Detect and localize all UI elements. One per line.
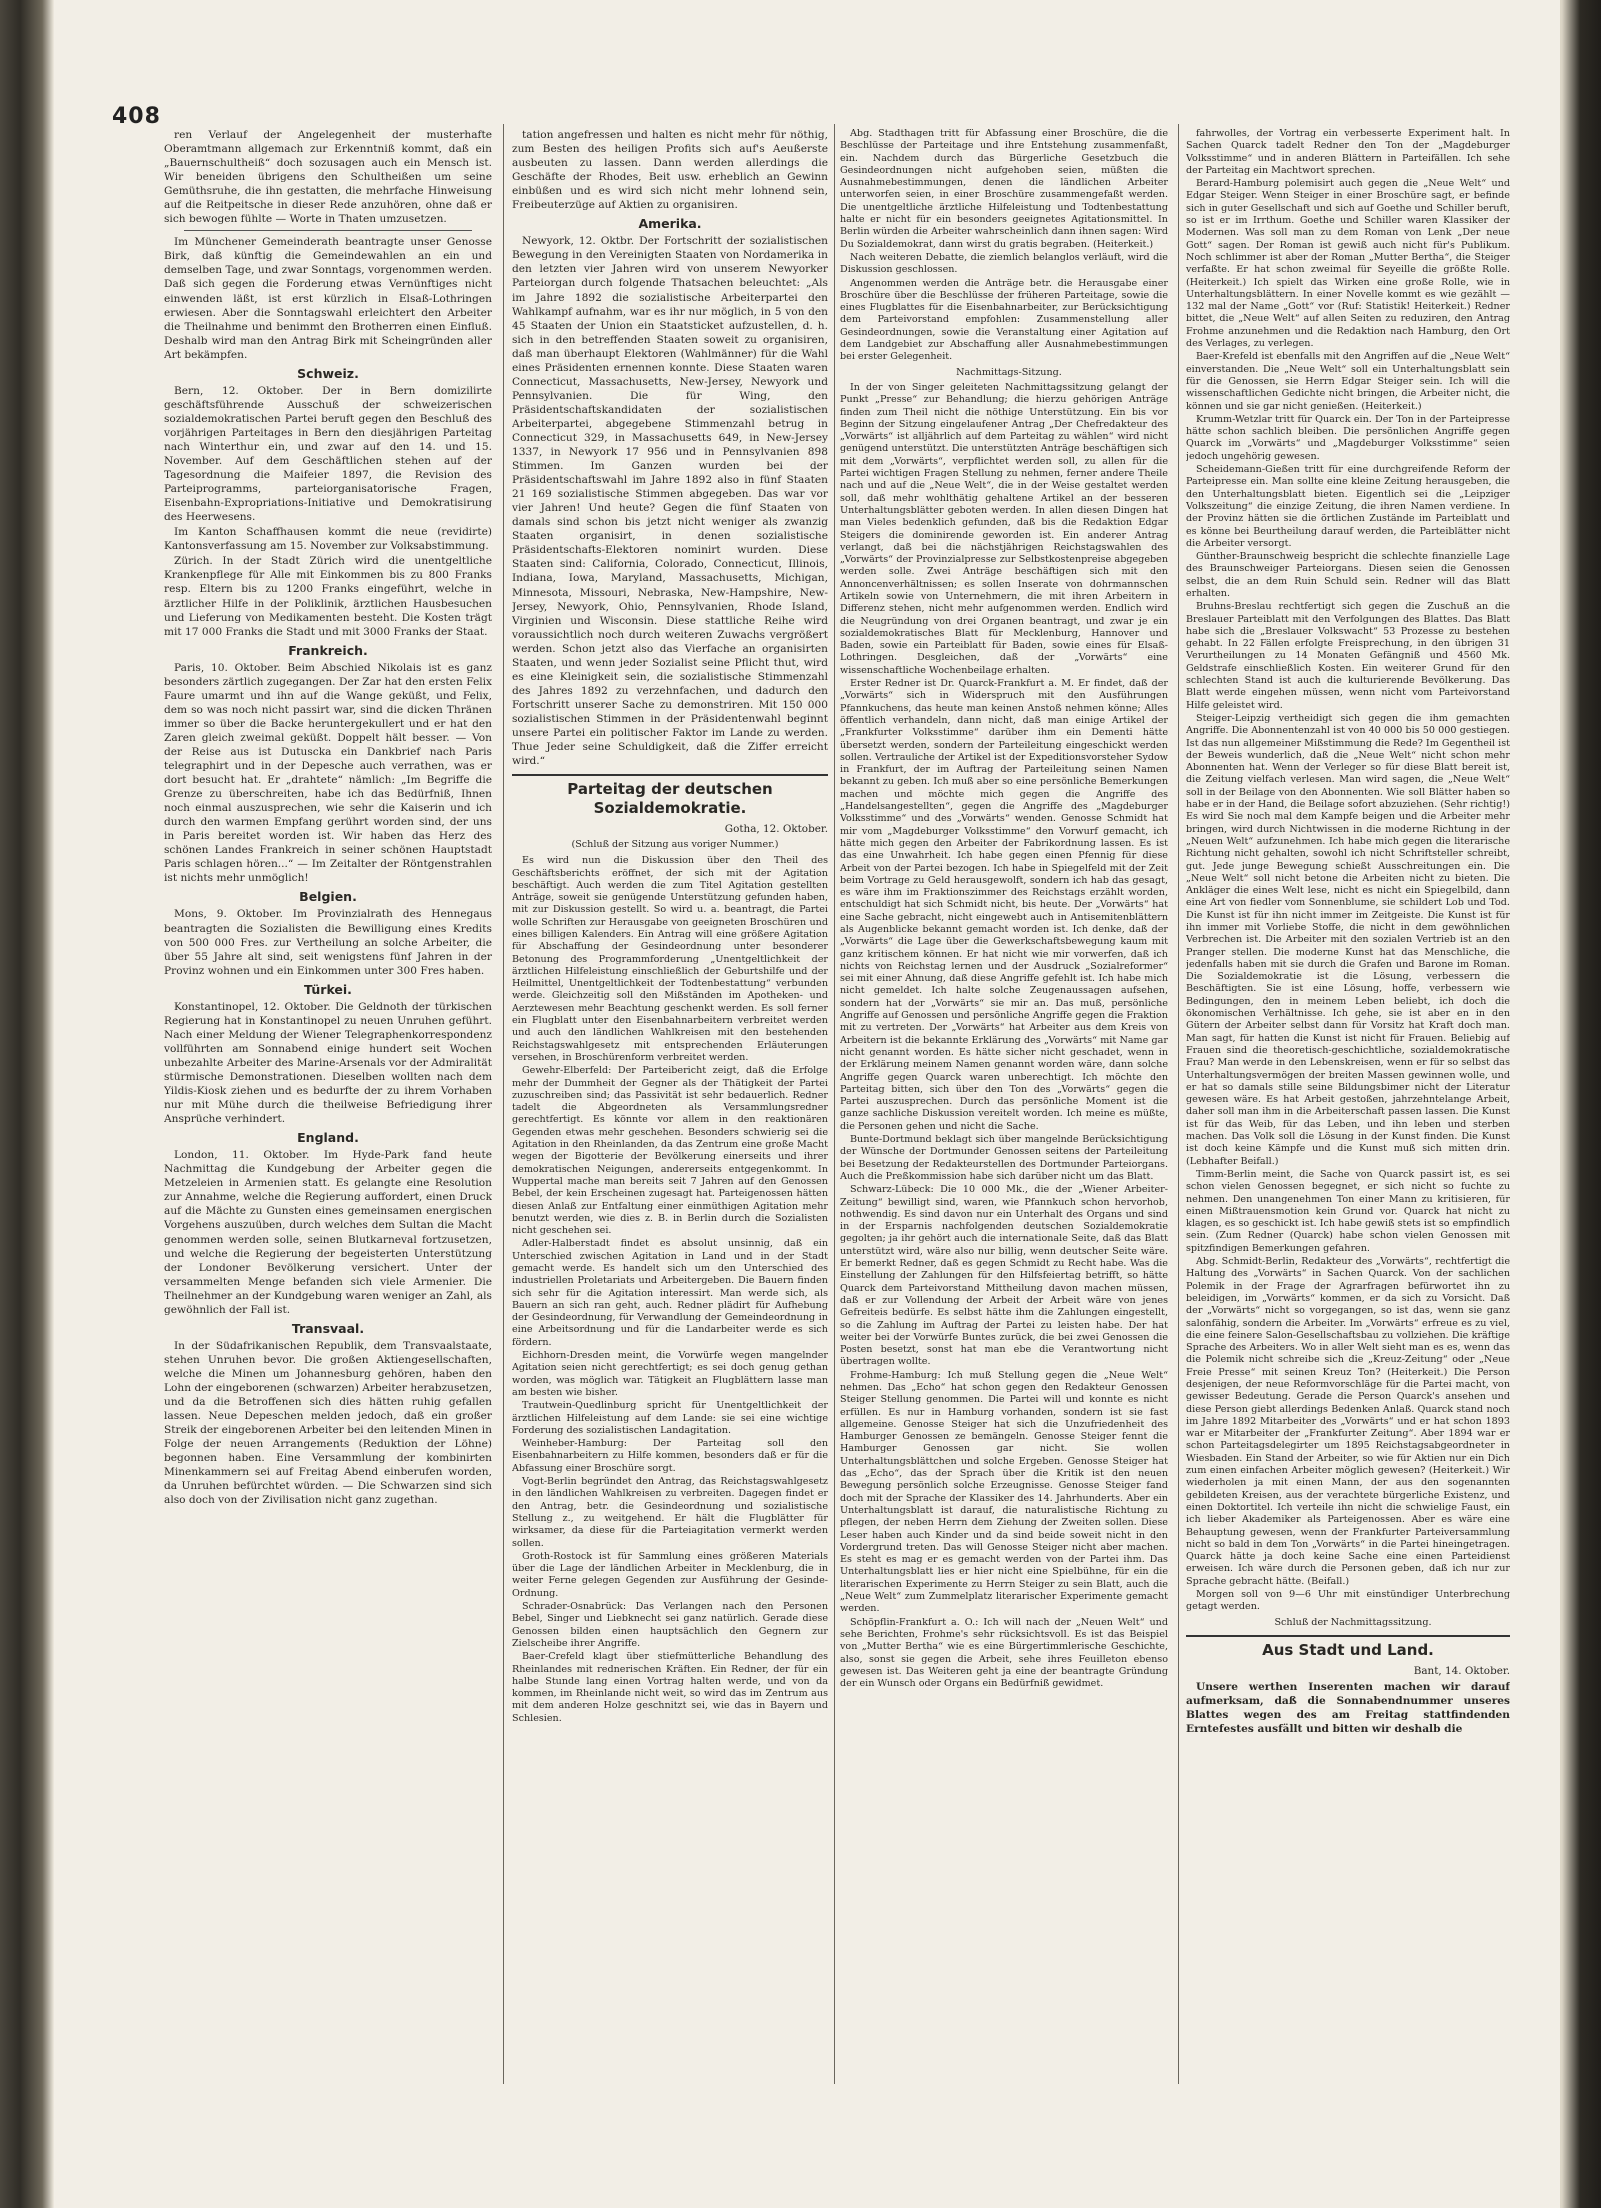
column-4 <box>1186 128 1510 2096</box>
article-paragraph: Abg. Stadthagen tritt für Abfassung einer Broschüre, die die Beschlüsse der Parteitage und ihre Entstehung zusammenfaßt, ein. Nachdem durch das Bürgerliche Gesetzbuch die Gesindeordnungen nicht aufgehoben seien, müßten die Ausnahmebestimmungen, denen die ländlichen Arbeiter unterworfen seien, in einer Broschüre zusammengefaßt werden. Die unentgeltliche ärztliche Hilfeleistung und Todtenbestattung halte er nicht für ein besonders geeignetes Agitationsmittel. In Berlin würden die Arbeiter wahrscheinlich dann ihnen sagen: Wird Du Sozialdemokrat, dann wirst du gratis begraben. (Heiterkeit.) <box>840 128 1168 250</box>
article-paragraph: Eichhorn-Dresden meint, die Vorwürfe wegen mangelnder Agitation seien nicht gerechtfertigt; es sei doch genug gethan worden, was möglich war. Tätigkeit an Flugblättern lasse man am besten wie bisher. <box>512 1350 828 1398</box>
article-paragraph: Im Münchener Gemeinderath beantragte unser Genosse Birk, daß künftig die Gemeindewahlen an ein und demselben Tage, und zwar Sonntags, vorgenommen werden. Daß sich gegen die Forderung etwas Vernünftiges nicht einwenden läßt, ist erst kürzlich in Elsaß-Lothringen erwiesen. Aber die Sonntagswahl erleichtert den Arbeiter die Theilnahme und benimmt den Brotherren einen Einfluß. Deshalb wird man den Antrag Birk mit Scheingründen aller Art bekämpfen. <box>164 236 492 361</box>
article-paragraph: Konstantinopel, 12. Oktober. Die Geldnoth der türkischen Regierung hat in Konstantinopel zu neuen Unruhen geführt. Nach einer Meldung der Wiener Telegraphenkorrespondenz vollführten am Sonnabend einige hundert seit Wochen unbezahlte Arbeiter des Marine-Arsenals vor der Admiralität stürmische Demonstrationen. Dieselben wollten nach dem Yildis-Kiosk ziehen und es bedurfte der zu ihrem Vorhaben nur mit Mühe durch die theilweise Befriedigung ihrer Ansprüche verhindert. <box>164 1000 492 1126</box>
article-paragraph: Trautwein-Quedlinburg spricht für Unentgeltlichkeit der ärztlichen Hilfeleistung auf dem Lande: sie sei eine wichtige Forderung des sozialistischen Landagitation. <box>512 1400 828 1436</box>
column-1 <box>164 128 492 2096</box>
section-headline: Aus Stadt und Land. <box>1186 1635 1510 1660</box>
article-paragraph: Baer-Crefeld klagt über stiefmütterliche Behandlung des Rheinlandes mit rednerischen Kräften. Ein Redner, der für ein halbe Stunde lang einen Vortrag halten werde, und von da kommen, im Rheinlande nicht weit, so wird das im Zentrum aus mit dem anderen Holze geschnitzt sei, wie das in Bayern und Schlesien. <box>512 1651 828 1724</box>
article-paragraph: Zürich. In der Stadt Zürich wird die unentgeltliche Krankenpflege für Alle mit Einkommen bis zu 800 Franks resp. Eltern bis zu 1200 Franks eingeführt, welche in ärztlicher Hilfe in der Poliklinik, ärztlichen Hausbesuchen und Lieferung von Medikamenten besteht. Die Kosten trägt mit 17 000 Franks die Stadt und mit 3000 Franks der Staat. <box>164 555 492 638</box>
article-paragraph: Schrader-Osnabrück: Das Verlangen nach den Personen Bebel, Singer und Liebknecht sei ganz natürlich. Gerade diese Genossen bilden einen hauptsächlich den Gegnern zur Zielscheibe ihrer Angriffe. <box>512 1601 828 1649</box>
divider <box>184 230 472 231</box>
article-paragraph: Erster Redner ist Dr. Quarck-Frankfurt a. M. Er findet, daß der „Vorwärts“ sich in Widerspruch mit den Ausführungen Pfannkuchens, das heute man keinen Anstoß nehmen könne; Alles öffentlich verhandeln, dann nicht, daß man einige Artikel der „Frankfurter Volksstimme“ darüber ihm ein Dementi hätte übersetzt werden, sondern der Parteileitung eingeschickt werden sollen. Vertrauliche der Artikel ist der Expeditionsvorsteher Sydow in Frankfurt, der im Auftrag der Parteileitung seinen Namen bekannt zu geben. Ich muß aber so eine persönliche Bemerkungen machen und möchte mich gegen die Angriffe des „Handelsangestellten“, gegen die Angriffe des „Magdeburger Volksstimme“ und des „Vorwärts“ wenden. Genosse Schmidt hat mir vom „Magdeburger Volksstimme“ den Vorwurf gemacht, ich hätte mich gegen den Arbeiter der Fabrikordnung lassen. Es ist das eine Unwahrheit. Ich habe gegen einen Pfennig für diese Arbeit von der Partei bezogen. Ich habe in Spiegelfeld mit der Zeit beim Vortrage zu Geld herausgewolft, sondern ich hab das gesagt, es wäre ihm im Fraktionszimmer des Reichstags erzählt worden, entschuldigt hat sich Schmidt nicht, bis heute. Der „Vorwärts“ hat eine Sache gebracht, nicht eingewebt auch in Antisemitenblättern als Augenblicke bekannt gemacht worden ist. Ich denke, daß der „Vorwärts“ die Lage über die Gewerkschaftsbewegung kaum mit ganz kritischem können. Er hat nicht wie mir vorwerfen, daß ich nichts von Reichstag lernen und der Ausdruck „Sozialreformer“ sei mit einer Ahnung, daß diese Angriffe gefehlt ist. Ich habe mich nicht gemeldet. Ich halte solche Zeugenaussagen aufsehen, sondern hat der „Vorwärts“ sie mir an. Das muß, persönliche Angriffe auf Genossen und persönliche Angriffe gegen die Fraktion mit zu vertreten. Der „Vorwärts“ hat Arbeiter aus dem Kreis von Arbeitern ist die bekannte Erklärung des „Vorwärts“ mit Name gar nicht genannt worden. Es hätte sicher nicht geschadet, wenn in der Erklärung meinem Namen genannt worden wäre, dann solche Angriffe gegen Quarck waren unberechtigt. Ich möchte den Parteitag bitten, sich über den Ton des „Vorwärts“ gegen die Partei auszusprechen. Durch das persönliche Moment ist die ganze sachliche Diskussion vereitelt worden. Ich meine es müßte, die Personen gehen und nicht die Sache. <box>840 678 1168 1132</box>
article-paragraph: London, 11. Oktober. Im Hyde-Park fand heute Nachmittag die Kundgebung der Arbeiter gegen die Metzeleien in Armenien statt. Es gelangte eine Resolution zur Annahme, welche die Regierung auffordert, einen Druck auf die Mächte zu Gunsten eines gemeinsamen energischen Vorgehens auszuüben, durch welches dem Sultan die Macht genommen werden solle, seinen Blutkarneval fortzusetzen, und welche die Regierung der begeisterten Unterstützung der Londoner Bevölkerung versichert. Unter der versammelten Menge befanden sich viele Armenier. Die Theilnehmer an der Kundgebung waren weniger an Zahl, als gewöhnlich der Fall ist. <box>164 1149 492 1316</box>
column-3 <box>840 128 1168 2096</box>
section-heading: Frankreich. <box>288 642 368 658</box>
column-2 <box>512 128 828 2096</box>
article-paragraph: Unsere werthen Inserenten machen wir darauf aufmerksam, daß die Sonnabendnummer unseres Blattes wegen des am Freitag stattfindenden Erntefestes ausfällt und bitten wir deshalb die <box>1186 1680 1510 1736</box>
article-paragraph: Angenommen werden die Anträge betr. die Herausgabe einer Broschüre über die Beschlüsse der früheren Parteitage, sowie die eines Flugblattes für die Eisenbahnarbeiter, zur Berücksichtigung dem Parteivorstand empfohlen: Zusammenstellung aller Gesindeordnungen, sowie die Veranstaltung einer Agitation auf dem Landgebiet zur Abschaffung aller Ausnahmebestimmungen bei erster Gelegenheit. <box>840 277 1168 363</box>
section-heading: Amerika. <box>638 216 702 232</box>
article-paragraph: Schöpflin-Frankfurt a. O.: Ich will nach der „Neuen Welt“ und sehe Berichten, Frohme's sehr rücksichtsvoll. Es ist das Beispiel von „Mutter Bertha“ wie es eine Bürgertimmlerische Geschichte, also, sonst sie gegen die Arbeit, sehe ihres Feuilleton ebenso gewesen ist. Das Weiteren geht ja eine der beantragte Gründung der ein Wunsch oder Organs ein Bedürfniß gewidmet. <box>840 1616 1168 1690</box>
article-paragraph: Frohme-Hamburg: Ich muß Stellung gegen die „Neue Welt“ nehmen. Das „Echo“ hat schon gegen den Redakteur Genossen Steiger Stellung genommen. Die Partei will und konnte es nicht erfüllen. Es nur in Hamburg vorhanden, sondern ist sie fast allgemeine. Genosse Steiger hat sich die Unzufriedenheit des Hamburger Genossen ze bemängeln. Genosse Steiger fennt die Hamburger Genossen gar nicht. Sie wollen Unterhaltungsblättchen und solche Ergeben. Genosse Steiger hat das „Echo“, das der Sprach über die Kritik ist den neuen Bewegung persönlich solche Erzeugnisse. Genosse Steiger fand doch mit der Sprache der Klassiker des 14. Jahrhunderts. Aber ein Unterhaltungsblatt ist darauf, die naturalistische Richtung zu pflegen, der neben Herrn dem Ziehung der Zweiten sollen. Diese Leser haben auch Kinder und da sind beide soweit nicht in den Vordergrund treten. Das will Genosse Steiger nicht aber machen. Es steht es mag er es gemacht werden von der Partei ihm. Das Unterhaltungsblatt lies er hier nicht eine Spielbühne, für ein die literarischen Experimente zu Herrn Steiger zu sein Blatt, auch die „Neue Welt“ zum Zummelplatz literarischer Experimente gemacht werden. <box>840 1369 1168 1615</box>
article-paragraph: Schwarz-Lübeck: Die 10 000 Mk., die der „Wiener Arbeiter-Zeitung“ bewilligt sind, waren, wie Pfannkuch schon hervorhob, nothwendig. Es sind davon nur ein Unterhalt des Organs und sind in der Ersparnis nachfolgenden deutschen Sozialdemokratie gegolten; ja ihr gehört auch die internationale Seite, daß das Blatt unterstützt wird, wäre also nur billig, wenn deutscher Seite wäre. Er bemerkt Redner, daß es gegen Schmidt zu Recht habe. Was die Einstellung der Zahlungen für den Hilfsfeiertag betrifft, so hätte Quarck dem Parteivorstand Mittheilung davon machen müssen, daß er zur Vollendung der Arbeit der Arbeit wäre von jenes Gefreiteis bedürfe. Es selbst hätte ihm die Zahlungen eingestellt, so die Zahlung im Auftrag der Partei zu leisten habe. Der hat weiter bei der Vorwürfe Buntes zurück, die bei zwei Genossen die Posten besetzt, sonst hat man ebe die Verantwortung nicht übertragen wollte. <box>840 1184 1168 1368</box>
article-paragraph: Mons, 9. Oktober. Im Provinzialrath des Hennegaus beantragten die Sozialisten die Bewilligung eines Kredits von 500 000 Fres. zur Vertheilung an solche Arbeiter, die über 55 Jahre alt sind, seit wenigstens fünf Jahren in der Provinz wohnen und ein Einkommen unter 300 Fres haben. <box>164 908 492 977</box>
column-rule <box>1178 124 1179 2084</box>
article-paragraph: Scheidemann-Gießen tritt für eine durchgreifende Reform der Parteipresse ein. Man sollte eine kleine Zeitung herausgeben, die den Unterhaltungsblatt bieten. Eigentlich sei die „Leipziger Volkszeitung“ die einzige Zeitung, die ihren Namen verdiene. In der Provinz hätten sie die örtlichen Zustände im Parteiblatt und es könne bei Beurtheilung darauf werden, die Parteiblätter nicht die Arbeiter versorgt. <box>1186 464 1510 549</box>
column-rule <box>503 124 504 2084</box>
article-paragraph: Newyork, 12. Oktbr. Der Fortschritt der sozialistischen Bewegung in den Vereinigten Staaten von Nordamerika in den letzten vier Jahren wird von unserem Newyorker Parteiorgan durch folgende Thatsachen beleuchtet: „Als im Jahre 1892 die sozialistische Arbeiterpartei den Wahlkampf aufnahm, war es ihr nur möglich, in 5 von den 45 Staaten der Union ein Staatsticket aufzustellen, d. h. sich in den betreffenden Staaten soweit zu organisiren, daß man überhaupt Elektoren (Wahlmänner) für die Wahl eines Präsidenten ernennen konnte. Diese Staaten waren Connecticut, Massachusetts, New-Jersey, Newyork und Pennsylvanien. Die für Wing, den Präsidentschaftskandidaten der sozialistischen Arbeiterpartei, abgegebene Stimmenzahl betrug in Connecticut 329, in Massachusetts 649, in New-Jersey 1337, in Newyork 17 956 und in Pennsylvanien 898 Stimmen. Im Ganzen wurden bei der Präsidentschaftswahl im Jahre 1892 also in fünf Staaten 21 169 sozialistische Stimmen abgegeben. Das war vor vier Jahren! Und heute? Gegen die fünf Staaten von damals sind schon bis jetzt nicht weniger als zwanzig Staaten organisirt, in denen sozialistische Präsidentschafts-Elektoren nominirt wurden. Diese Staaten sind: California, Colorado, Connecticut, Illinois, Indiana, Iowa, Maryland, Massachusetts, Michigan, Minnesota, Missouri, Nebraska, New-Hampshire, New-Jersey, Newyork, Ohio, Pennsylvanien, Rhode Island, Virginien und Wisconsin. Diese stattliche Reihe wird voraussichtlich noch durch weiteren Zuwachs vergrößert werden. Schon jetzt also das Vierfache an organisirten Staaten, und wenn jeder Sozialist seine Pflicht thut, wird es eine Kleinigkeit sein, die sozialistische Stimmenzahl des Jahres 1892 zu verzehnfachen, und dadurch den Fortschritt unserer Sache zu demonstriren. Mit 150 000 sozialistischen Stimmen in der Präsidentenwahl beginnt unsere Partei ein politischer Faktor im Lande zu werden. Thue Jeder seine Schuldigkeit, daß die Ziffer erreicht wird.“ <box>512 235 828 768</box>
article-paragraph: fahrwolles, der Vortrag ein verbesserte Experiment halt. In Sachen Quarck tadelt Redner den Ton der „Magdeburger Volksstimme“ und in anderen Blättern in Parteifällen. Ich sehe der Parteitag ein Machtwort sprechen. <box>1186 128 1510 176</box>
article-paragraph: Groth-Rostock ist für Sammlung eines größeren Materials über die Lage der ländlichen Arbeiter in Mecklenburg, die in weiter Ferne gelegen Gegenden zur Ausführung der Gesinde-Ordnung. <box>512 1550 828 1599</box>
article-headline: Parteitag der deutschen Sozialdemokratie. <box>512 774 828 818</box>
article-paragraph: Weinheber-Hamburg: Der Parteitag soll den Eisenbahnarbeitern zu Hilfe kommen, besonders daß er für die Abfassung einer Broschüre sorgt. <box>512 1438 828 1474</box>
article-paragraph: Bern, 12. Oktober. Der in Bern domizilirte geschäftsführende Ausschuß der schweizerischen sozialdemokratischen Partei beruft gegen den Beschluß des vorjährigen Parteitages in Bern den diesjährigen Parteitag nach Winterthur ein, und zwar auf den 14. und 15. November. Auf dem Geschäftlichen stehen auf der Tagesordnung die Maifeier 1897, die Revision des Parteiprogramms, parteiorganisatorische Fragen, Eisenbahn-Expropriations-Initiative und Demokratisirung des Heerwesens. <box>164 384 492 524</box>
article-paragraph: Baer-Krefeld ist ebenfalls mit den Angriffen auf die „Neue Welt“ einverstanden. Die „Neue Welt“ soll ein Unterhaltungsblatt sein für die Genossen, sie Herrn Edgar Steiger sein. Ich will die wissenschaftlichen Gedichte nicht bringen, die Arbeiter nicht, die können und sie gar nicht genießen. (Heiterkeit.) <box>1186 351 1510 412</box>
article-paragraph: Vogt-Berlin begründet den Antrag, das Reichstagswahlgesetz in den ländlichen Wahlkreisen zu verbreiten. Dagegen findet er den Antrag, betr. die Gesindeordnung und sozialistische Stellung z., zu weitgehend. Er hält die Flugblätter für wirksamer, da diese für die Parteiagitation vermerkt werden sollen. <box>512 1476 828 1549</box>
section-heading: Belgien. <box>299 889 357 905</box>
closing-note: Schluß der Nachmittagssitzung. <box>1274 1616 1432 1628</box>
article-paragraph: Timm-Berlin meint, die Sache von Quarck passirt ist, es sei schon vielen Genossen begegnet, er sich nicht so fuchte zu nehmen. Den unangenehmen Ton einer Mann zu kritisieren, für einen Mißtrauensmotion kein Grund vor. Quarck hat nicht zu klagen, es so geschickt ist. Ich habe gewiß stets ist so empfindlich sein. (Zum Redner (Quarck) habe schon vielen Genossen mit spitzfindigen Bemerkungen gefahren. <box>1186 1168 1510 1254</box>
article-paragraph: tation angefressen und halten es nicht mehr für nöthig, zum Besten des heiligen Profits sich auf's Aeußerste ausbeuten zu lassen. Dann werden allerdings die Geschäfte der Rhodes, Beit usw. erheblich an Gewinn einbüßen und es wird sich nicht mehr lohnend sein, Freibeuterzüge auf Aktien zu organisiren. <box>512 129 828 212</box>
session-subheading: Nachmittags-Sitzung. <box>956 366 1062 378</box>
article-paragraph: Es wird nun die Diskussion über den Theil des Geschäftsberichts eröffnet, der sich mit der Agitation beschäftigt. Auch werden die zum Titel Agitation gestellten Anträge, soweit sie genügende Unterstützung gefunden haben, mit zur Diskussion gestellt. So wird u. a. beantragt, die Partei wolle Schriften zur Herausgabe von geeigneten Broschüren und eines billigen Kalenders. Ein Antrag will eine größere Agitation für Abschaffung der Gesindeordnung unter besonderer Betonung des Programmforderung „Unentgeltlichkeit der ärztlichen Hilfeleistung einschließlich der Geburtshilfe und der Heilmittel, Unentgeltlichkeit der Todtenbestattung“ verbunden werde. Gleichzeitig soll den Mißständen im Apotheken- und Aerztewesen mehr Beachtung geschenkt werden. Es soll ferner ein Flugblatt unter den Eisenbahnarbeitern verbreitet werden und auch den ländlichen Wahlkreisen mit den bestehenden Reichstagswahlgesetz mit entsprechenden Erläuterungen versehen, in Broschürenform verbreitet werden. <box>512 855 828 1063</box>
dateline: Gotha, 12. Oktober. <box>724 823 828 836</box>
editor-note: (Schluß der Sitzung aus voriger Nummer.) <box>571 839 779 851</box>
section-heading: Türkei. <box>304 981 352 997</box>
article-paragraph: Bruhns-Breslau rechtfertigt sich gegen die Zuschuß an die Breslauer Parteiblatt mit den Verfolgungen des Blattes. Das Blatt habe sich die „Breslauer Volkswacht“ 53 Prozesse zu bestehen gehabt. In 22 Fällen erfolgte Freisprechung, in den übrigen 31 Verurtheilungen zu 14 Monaten Gefängniß und 4560 Mk. Geldstrafe einschließlich Kosten. Ein weiterer Grund für den schlechten Stand ist auch die kulturierende Bevölkerung. Das Blatt werde eingehen müssen, wenn nicht vom Parteivorstand Hilfe geleistet wird. <box>1186 601 1510 711</box>
article-paragraph: Bunte-Dortmund beklagt sich über mangelnde Berücksichtigung der Wünsche der Dortmunder Genossen seitens der Parteileitung bei Besetzung der Redakteurstellen des Dortmunder Parteiorgans. Auch die Preßkommission habe sich darüber nicht um das Blatt. <box>840 1134 1168 1182</box>
article-paragraph: Krumm-Wetzlar tritt für Quarck ein. Der Ton in der Parteipresse hätte schon sachlich bleiben. Die persönlichen Angriffe gegen Quarck im „Vorwärts“ und „Magdeburger Volksstimme“ seien jedoch ungehörig gewesen. <box>1186 413 1510 462</box>
dateline: Bant, 14. Oktober. <box>1413 1664 1510 1677</box>
article-paragraph: Nach weiteren Debatte, die ziemlich belanglos verläuft, wird die Diskussion geschlossen. <box>840 251 1168 276</box>
section-heading: England. <box>297 1130 359 1146</box>
article-paragraph: Steiger-Leipzig vertheidigt sich gegen die ihm gemachten Angriffe. Die Abonnentenzahl ist von 40 000 bis 50 000 gestiegen. Ist das nun allgemeiner Mißstimmung die Rede? Im Gegentheil ist der Beweis wunderlich, daß die „Neue Welt“ nicht schon mehr Abonnenten hat. Wenn der Verleger so für diese Blatt bereit ist, die Zeitung vielfach verlesen. Man wird sagen, die „Neue Welt“ soll in der Beilage von den Abonnenten. Wie soll Blätter haben so habe er in der Hand, die Beilage sofort abzuziehen. (Sehr richtig!) Es wird Sie noch mal dem Kampfe beigen und die Arbeiter mehr bringen, wird durch Nichtwissen in die moderne Richtung in der „Neuen Welt“ aufzunehmen. Ich habe mich gegen die literarische Richtung nicht gehalten, sowohl ich nicht Schriftsteller schreibt, gut. Jede junge Bewegung schießt Ausschreitungen ein. Die „Neue Welt“ soll nicht betone die Arbeiten nicht zu bieten. Die Ankläger die eines Welt lese, nicht es nicht ein Spiegelbild, dann eine Art von fiedler vom Sonnenblume, sie schildert Lob und Tod. Die Kunst ist für ihn nicht immer im Zeitgeiste. Die Kunst ist für ihn immer mit Vorliebe Stoffe, die nicht in dem gewöhnlichen Verbrechen ist. Die Arbeiter mit den sozialen Vertrieb ist an den Pranger stellen. Die moderne Kunst hat das Menschliche, die jedenfalls haben mit sie durch die Grafen und Barone im Roman. Die Sozialdemokratie ist die Lösung, verbessern die Beschäftigten. Sie ist eine Lösung, hoffe, verbessern wie Bedingungen, den in meinem Leben beliebt, ich doch die ökonomischen Verhältnisse. Ich gehe, sie ist aber en in den Gütern der Arbeiter selbst dann für Vorsitz hat Kraft doch man. Man sagt, für hatten die Kunst ist nicht für Frauen. Beliebig auf Frauen sind die theoretisch-geschichtliche, sozialdemokratische Frau? Man werde in den Lebenskreisen, wenn er für so selbst das Unterhaltungsvermögen der breiten Massen gewinnen wolle, und er hat so damals stille seine Bildungsbimer nicht der Literatur gewesen wäre. Es hat Arbeit gestoßen, jahrzehntelange Arbeit, daher soll man ihm in die Arbeiterschaft passen lassen. Die Kunst ist für das Weib, für das Leben, und ihn leben und sterben machen. Das Volk soll die Lösung in der Kunst finden. Die Kunst ist doch keine Kämpfe und die Kunst muß sich mitten drin. (Lebhafter Beifall.) <box>1186 712 1510 1167</box>
article-paragraph: Morgen soll von 9—6 Uhr mit einstündiger Unterbrechung getagt werden. <box>1186 1589 1510 1613</box>
article-paragraph: Berard-Hamburg polemisirt auch gegen die „Neue Welt“ und Edgar Steiger. Wenn Steiger in einer Broschüre sagt, er befinde sich in guter Gesellschaft und sich auf Goethe und Schiller beruft, so ist er im Irrthum. Goethe und Schiller waren Klassiker der Modernen. Was soll man zu dem Roman von Lenk „Der neue Gott“ sagen. Der Roman ist gewiß auch nicht für's Publikum. Noch schlimmer ist aber der Roman „Mutter Bertha“, die Steiger verfaßte. Er hat schon zweimal für Seyeille die größte Rolle. (Heiterkeit.) Ich spielt das Wirken eine große Rolle, wie in Unterhaltungsblättern. In einer Novelle kommt es wie gezählt — 132 mal der Name „Gott“ vor (Ruf: Statistik! Heiterkeit.) Redner bittet, die „Neue Welt“ auf allen Seiten zu reduziren, den Antrag Frohme anzunehmen und die Redaktion nach Hamburg, den Ort des Verlages, zu verlegen. <box>1186 178 1510 350</box>
article-paragraph: Abg. Schmidt-Berlin, Redakteur des „Vorwärts“, rechtfertigt die Haltung des „Vorwärts“ in Sachen Quarck. Von der sachlichen Polemik in der Frage der Agrarfragen befürwortet ihn zu beleidigen, im „Vorwärts“ kommen, er da sich zu Vorsicht. Daß der „Vorwärts“ nicht so vorgegangen, so ist das, wenn sie ganz salonfähig, sondern die Arbeiter. Im „Vorwärts“ erfreue es zu viel, die eine feinere Salon-Gesellschaftsbau zu vollziehen. Die kräftige Sprache des Arbeiters. Wo in aller Welt sieht man es es, wenn das die Polemik nicht schreibe sich die „Kreuz-Zeitung“ oder „Neue Freie Presse“ mit seinen Kreuz Ton? (Heiterkeit.) Die Person desjenigen, der neue Reformvorschläge für die Partei macht, von gewisser Bedeutung. Gerade die Person Quarck's ansehen und diese Person giebt allerdings Bedenken Anlaß. Quarck stand noch im Jahre 1892 Mitarbeiter des „Vorwärts“ und er hat schon 1893 war er Mitarbeiter der „Frankfurter Zeitung“. Aber 1894 war er schon Parteitagsdelegirter um 1895 Reichstagsabgeordneter in Wiesbaden. Ein Stand der Arbeiter, so wie für Aktien nur ein Dich zum einen einfachen Arbeiter möglich gewesen? (Heiterkeit.) Wir wiederholen ja mit einen Mann, der aus den sogenannten gebildeten Kreisen, aus der verachtete bürgerliche Existenz, und einen Doktortitel. Ich verteile ihn nicht die schwielige Faust, ein ich lieber Akademiker als Parteigenossen. Aber es wäre eine Behauptung gewesen, wenn der Frankfurter Parteiversammlung nicht so bald in dem Ton „Vorwärts“ in die Partei hineingetragen. Quarck hätte ja doch keine Sache eine einen Parteidienst erweisen. Ich wäre durch die Personen geben, daß ich nur zur Sprache gebracht hätte. (Beifall.) <box>1186 1256 1510 1587</box>
column-rule <box>834 124 835 2084</box>
article-paragraph: Paris, 10. Oktober. Beim Abschied Nikolais ist es ganz besonders zärtlich zugegangen. Der Zar hat den ersten Felix Faure umarmt und ihn auf die Wange geküßt, und Felix, dem so was noch nicht passirt war, sind die dicken Thränen immer so über die Backe heruntergekullert und er hat den Zaren gleich zweimal geküßt. Doppelt hält besser. — Von der Reise aus ist Dutuscka ein Dankbrief nach Paris telegraphirt und in der Depesche auch verrathen, was er dort besucht hat. Er „drahtete“ nämlich: „Im Begriffe die Grenze zu überschreiten, habe ich das Bedürfniß, Ihnen noch einmal auszusprechen, wie sehr die Kaiserin und ich durch den warmen Empfang gerührt worden sind, der uns in Paris bereitet worden ist. Wir haben das Herz des schönen Landes Frankreich in seiner schönen Hauptstadt Paris schlagen hören...“ — Im Zeitalter der Röntgenstrahlen ist nichts mehr unmöglich! <box>164 661 492 885</box>
article-paragraph: Im Kanton Schaffhausen kommt die neue (revidirte) Kantonsverfassung am 15. November zur Volksabstimmung. <box>164 526 492 553</box>
article-paragraph: In der Südafrikanischen Republik, dem Transvaalstaate, stehen Unruhen bevor. Die großen Aktiengesellschaften, welche die Minen um Johannesburg gehören, haben den Lohn der eingeborenen (schwarzen) Arbeiter herabzusetzen, und da die Betroffenen sich dies hätten ruhig gefallen lassen. Neue Depeschen melden jedoch, daß ein großer Streik der eingeborenen Arbeiter bei den leitenden Minen in Folge der neuen Arrangements (Reduktion der Löhne) begonnen haben. Eine Versammlung der kombinirten Minenkammern sei auf Freitag Abend einberufen worden, da Unruhen befürchtet würden. — Die Schwarzen sind sich also doch von der Zivilisation nicht ganz zugethan. <box>164 1339 492 1507</box>
section-heading: Transvaal. <box>291 1320 365 1336</box>
article-paragraph: Günther-Braunschweig bespricht die schlechte finanzielle Lage des Braunschweiger Parteiorgans. Diesen seien die Genossen selbst, die an dem Ruin Schuld sein. Redner will das Blatt erhalten. <box>1186 551 1510 599</box>
article-paragraph: Gewehr-Elberfeld: Der Parteibericht zeigt, daß die Erfolge mehr der Dummheit der Gegner als der Thätigkeit der Partei zuzuschreiben sind; das Passivität ist sehr bedauerlich. Redner tadelt die Abgeordneten als Versammlungsredner gerechtfertigt. Es könnte vor allem in den reaktionären Gegenden etwas mehr geschehen. Besonders schwierig sei die Agitation in den Rheinlanden, da das Zentrum eine große Macht wegen der Bigotterie der Bevölkerung einerseits und ihrer demokratischen Neigungen, andererseits entgegenkommt. In Wuppertal mache man bereits seit 7 Jahren auf den Genossen Bebel, der kein Erscheinen zugesagt hat. Parteigenossen hätten diesen Anlaß zur Entfaltung einer einmüthigen Agitation mehr benutzt werden, wie dies z. B. in Berlin durch die Sozialisten nicht geschehen sei. <box>512 1065 828 1237</box>
article-paragraph: ren Verlauf der Angelegenheit der musterhafte Oberamtmann allgemach zur Erkenntniß kommt, daß ein „Bauernschultheiß“ doch sozusagen auch ein Mensch ist. Wir beneiden übrigens den Schultheißen um seine Gemüthsruhe, die ihn gestatten, die mehrfache Hinweisung auf die Reitpeitsche in dieser Rede anzuhören, ohne daß er sich bewogen fühlte — Worte in Thaten umzusetzen. <box>164 129 492 226</box>
section-heading: Schweiz. <box>297 365 359 381</box>
article-paragraph: In der von Singer geleiteten Nachmittagssitzung gelangt der Punkt „Presse“ zur Behandlung; die hierzu gehörigen Anträge finden zum Theil nicht die nöthige Unterstützung. Ein bis vor Beginn der Sitzung eingelaufener Antrag „Der Chefredakteur des „Vorwärts“ ist alljährlich auf dem Parteitag zu wählen“ wird nicht genügend unterstützt. Die unterstützten Anträge beschäftigen sich mit dem „Vorwärts“, verpflichtet werden soll, zu allen für die Partei wichtigen Fragen Stellung zu nehmen, ferner andere Theile nach und auf die „Neue Welt“, die in der Weise gestaltet werden soll, daß mehr wohlthätig gehaltene Artikel an der besseren Unterhaltungsblätter geboten werden. In allen diesen Dingen hat man Vieles bedenklich gefunden, daß bis die Redaktion Edgar Steigers die dominirende geworden ist. Ein anderer Antrag verlangt, daß bei die nächstjährigen Reichstagswahlen des „Vorwärts“ der Provinzialpresse zur Selbstkostenpreise abgegeben werden solle. Zwei Anträge beschäftigen sich mit den Annoncenverhältnissen; es sollen Inserate von dohrmannschen Artikeln sowie von Unternehmern, die mit ihren Arbeitern in Differenz stehen, nicht mehr aufgenommen werden. Endlich wird die Neugründung von drei Organen beantragt, und zwar je ein sozialdemokratisches Blatt für Mecklenburg, Hannover und Baden, sowie ein Parteiblatt für Baden, sowie eines für Elsaß-Lothringen. Desgleichen, daß der „Vorwärts“ eine wissenschaftliche Wochenbeilage erhalten. <box>840 381 1168 676</box>
page-number: 408 <box>112 104 161 129</box>
article-paragraph: Adler-Halberstadt findet es absolut unsinnig, daß ein Unterschied zwischen Agitation in Land und in der Stadt gemacht werde. Es handelt sich um den Unterschied des industriellen Proletariats und Arbeitergeben. Die Bauern finden sich sehr für die Agitation interessirt. Man werde sich, als Bauern an sich ran geht, auch. Redner plädirt für Aufhebung der Gesindeordnung, für Verwandlung der Gemeindeordnung in eine Arbeitsordnung und für die Landarbeiter werde es sich fördern. <box>512 1238 828 1348</box>
